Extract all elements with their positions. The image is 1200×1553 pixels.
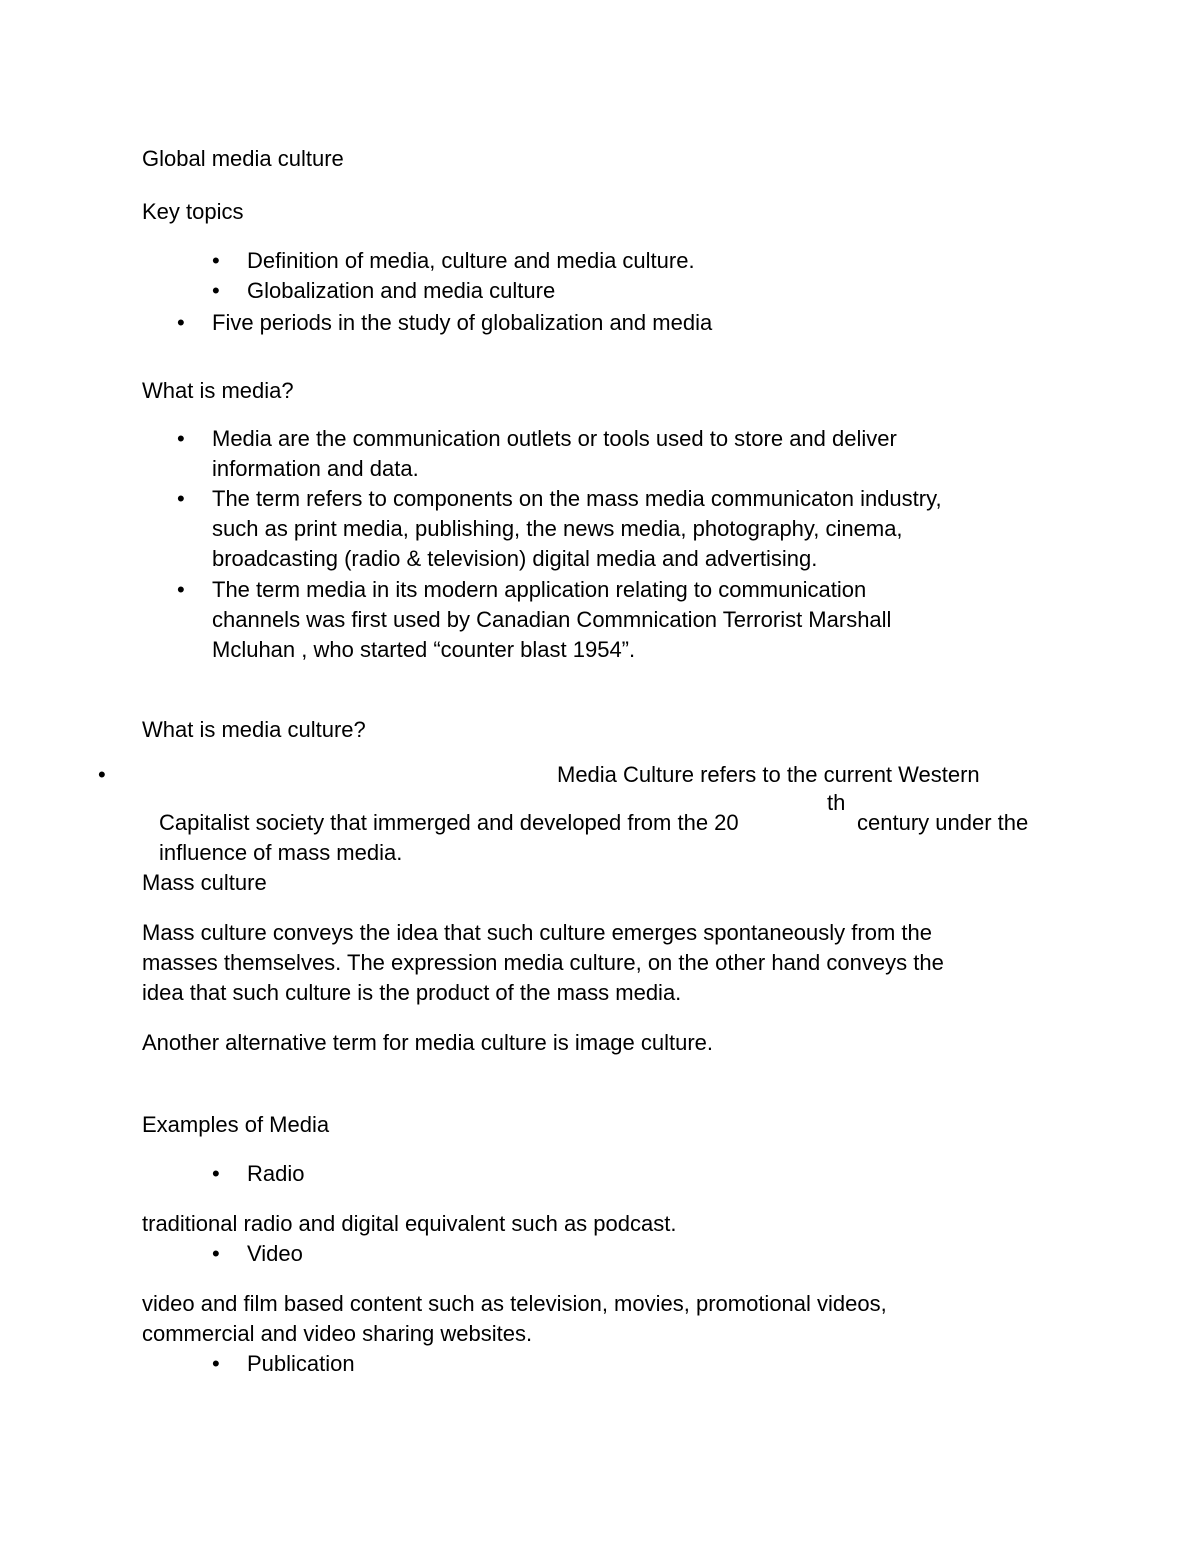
mass-culture-paragraph-line: masses themselves. The expression media culture, on the other hand conveys the <box>142 950 944 975</box>
media-item-line: broadcasting (radio & television) digital media and advertising. <box>212 546 818 571</box>
media-item-line: The term media in its modern application relating to communication <box>212 577 867 602</box>
bullet-icon: • <box>177 426 185 451</box>
media-item-line: channels was first used by Canadian Commnication Terrorist Marshall <box>212 607 892 632</box>
bullet-icon: • <box>177 577 185 602</box>
mass-culture-heading: Mass culture <box>142 870 267 895</box>
media-item-line: information and data. <box>212 456 419 481</box>
example-video-label: Video <box>247 1241 303 1266</box>
document-title: Global media culture <box>142 146 344 171</box>
what-is-media-heading: What is media? <box>142 378 294 403</box>
media-item-line: such as print media, publishing, the news media, photography, cinema, <box>212 516 903 541</box>
bullet-icon: • <box>212 278 220 303</box>
example-publication-label: Publication <box>247 1351 355 1376</box>
example-video-description: video and film based content such as television, movies, promotional videos, <box>142 1291 887 1316</box>
what-is-media-culture-heading: What is media culture? <box>142 717 366 742</box>
superscript: th <box>827 790 846 815</box>
examples-heading: Examples of Media <box>142 1112 330 1137</box>
media-item-line: Mcluhan , who started “counter blast 1954”. <box>212 637 636 662</box>
bullet-icon: • <box>212 1241 220 1266</box>
key-topic-item: Definition of media, culture and media culture. <box>247 248 695 273</box>
bullet-icon: • <box>212 1351 220 1376</box>
bullet-icon: • <box>212 1161 220 1186</box>
bullet-icon: • <box>212 248 220 273</box>
media-culture-line: Capitalist society that immerged and developed from the 20 <box>159 810 739 835</box>
example-radio-label: Radio <box>247 1161 305 1186</box>
key-topics-heading: Key topics <box>142 199 244 224</box>
key-topic-item: Five periods in the study of globalization and media <box>212 310 713 335</box>
bullet-icon: • <box>177 486 185 511</box>
example-video-description: commercial and video sharing websites. <box>142 1321 533 1346</box>
key-topic-item: Globalization and media culture <box>247 278 556 303</box>
bullet-icon: • <box>177 310 185 335</box>
media-culture-line: Media Culture refers to the current Western <box>557 762 980 787</box>
media-item-line: The term refers to components on the mass media communicaton industry, <box>212 486 942 511</box>
alternative-term-text: Another alternative term for media culture is image culture. <box>142 1030 714 1055</box>
example-radio-description: traditional radio and digital equivalent such as podcast. <box>142 1211 677 1236</box>
media-culture-line: century under the <box>857 810 1029 835</box>
media-culture-line: influence of mass media. <box>159 840 403 865</box>
mass-culture-paragraph-line: Mass culture conveys the idea that such culture emerges spontaneously from the <box>142 920 932 945</box>
media-item-line: Media are the communication outlets or tools used to store and deliver <box>212 426 897 451</box>
bullet-icon: • <box>98 762 106 787</box>
mass-culture-paragraph-line: idea that such culture is the product of the mass media. <box>142 980 682 1005</box>
